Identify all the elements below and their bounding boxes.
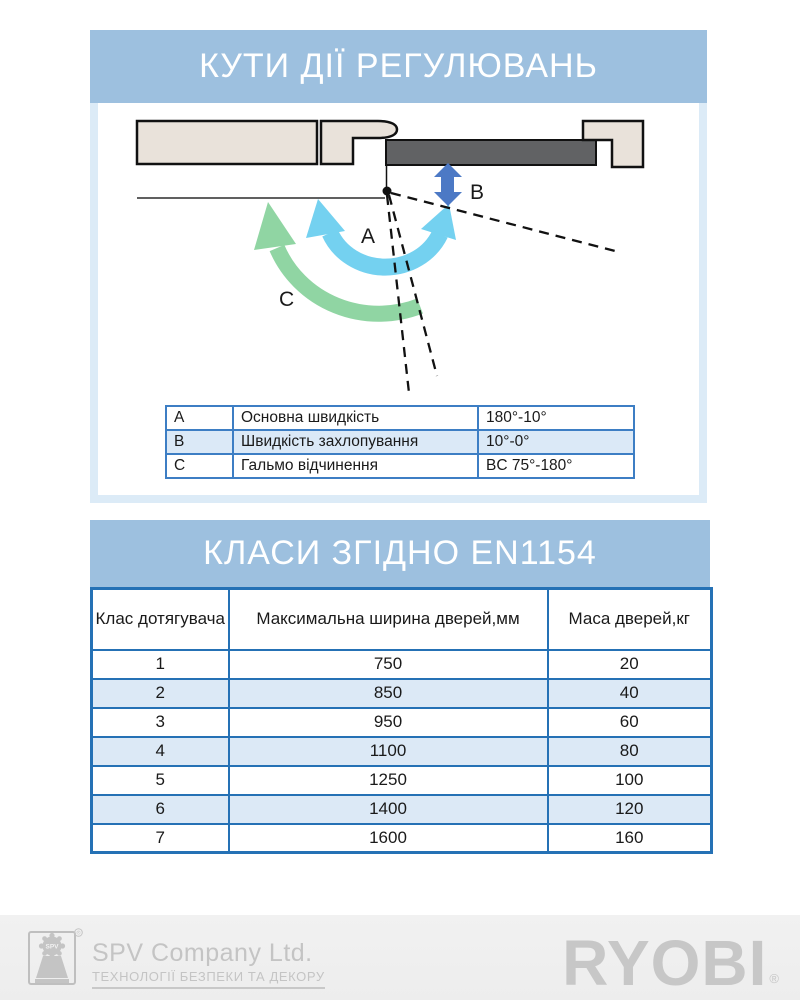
angles-section [90, 30, 707, 503]
table-row [166, 454, 634, 478]
width-cell: 1400 [229, 795, 548, 824]
wall-left [137, 121, 317, 164]
table-row [92, 737, 712, 766]
classes-section-title: КЛАСИ ЗГІДНО EN1154 [90, 520, 710, 587]
ryobi-logo [562, 927, 780, 999]
width-cell: 1250 [229, 766, 548, 795]
dashed-line-near-closed-1 [387, 195, 409, 393]
header-mass: Маса дверей,кг [548, 589, 712, 650]
classes-section [90, 520, 710, 854]
angle-name: Гальмо відчинення [233, 454, 478, 478]
table-row [92, 766, 712, 795]
spv-padlock-gear-icon [27, 927, 83, 987]
angle-name: Швидкість захлопування [233, 430, 478, 454]
class-cell: 6 [92, 795, 229, 824]
width-cell: 950 [229, 708, 548, 737]
ryobi-wordmark: RYOBI [562, 927, 768, 999]
class-cell: 1 [92, 650, 229, 679]
arc-a-arrowhead-left [306, 199, 345, 238]
mass-cell: 120 [548, 795, 712, 824]
angle-key: B [166, 430, 233, 454]
mass-cell: 80 [548, 737, 712, 766]
angle-range: BC 75°-180° [478, 454, 634, 478]
mass-cell: 160 [548, 824, 712, 853]
header-class: Клас дотягувача [92, 589, 229, 650]
table-row [166, 406, 634, 430]
angle-name: Основна швидкість [233, 406, 478, 430]
width-cell: 1600 [229, 824, 548, 853]
header-width: Максимальна ширина дверей,мм [229, 589, 548, 650]
table-row [92, 708, 712, 737]
width-cell: 1100 [229, 737, 548, 766]
mass-cell: 100 [548, 766, 712, 795]
angles-section-title: КУТИ ДІЇ РЕГУЛЮВАНЬ [90, 30, 707, 103]
label-c: C [279, 288, 295, 311]
class-cell: 7 [92, 824, 229, 853]
angle-range: 10°-0° [478, 430, 634, 454]
spv-text-block [92, 927, 325, 989]
table-row [92, 795, 712, 824]
table-row [92, 679, 712, 708]
en1154-classes-table [90, 587, 713, 854]
door-leaf [386, 140, 596, 165]
spv-tagline: ТЕХНОЛОГІЇ БЕЗПЕКИ ТА ДЕКОРУ [92, 970, 325, 989]
angle-key: A [166, 406, 233, 430]
class-cell: 3 [92, 708, 229, 737]
spv-registered-mark: ® [76, 930, 81, 937]
angles-legend-table [165, 405, 635, 479]
spv-company-name: SPV Company Ltd. [92, 939, 313, 967]
label-a: A [361, 225, 376, 248]
arc-a [330, 233, 440, 267]
mass-cell: 40 [548, 679, 712, 708]
width-cell: 850 [229, 679, 548, 708]
spv-logo [27, 927, 325, 989]
arc-c-arrowhead [254, 202, 296, 250]
table-header-row [92, 589, 712, 650]
arrow-b-double [434, 163, 462, 206]
class-cell: 4 [92, 737, 229, 766]
ryobi-registered-mark: ® [769, 971, 780, 986]
hinge-pivot-dot [383, 187, 392, 196]
table-row [166, 430, 634, 454]
label-b: B [470, 181, 485, 204]
width-cell: 750 [229, 650, 548, 679]
class-cell: 5 [92, 766, 229, 795]
mass-cell: 20 [548, 650, 712, 679]
table-row [92, 650, 712, 679]
mass-cell: 60 [548, 708, 712, 737]
angle-key: C [166, 454, 233, 478]
footer [0, 915, 800, 1000]
class-cell: 2 [92, 679, 229, 708]
angle-range: 180°-10° [478, 406, 634, 430]
table-row [92, 824, 712, 853]
spv-monogram: SPV [45, 943, 59, 951]
